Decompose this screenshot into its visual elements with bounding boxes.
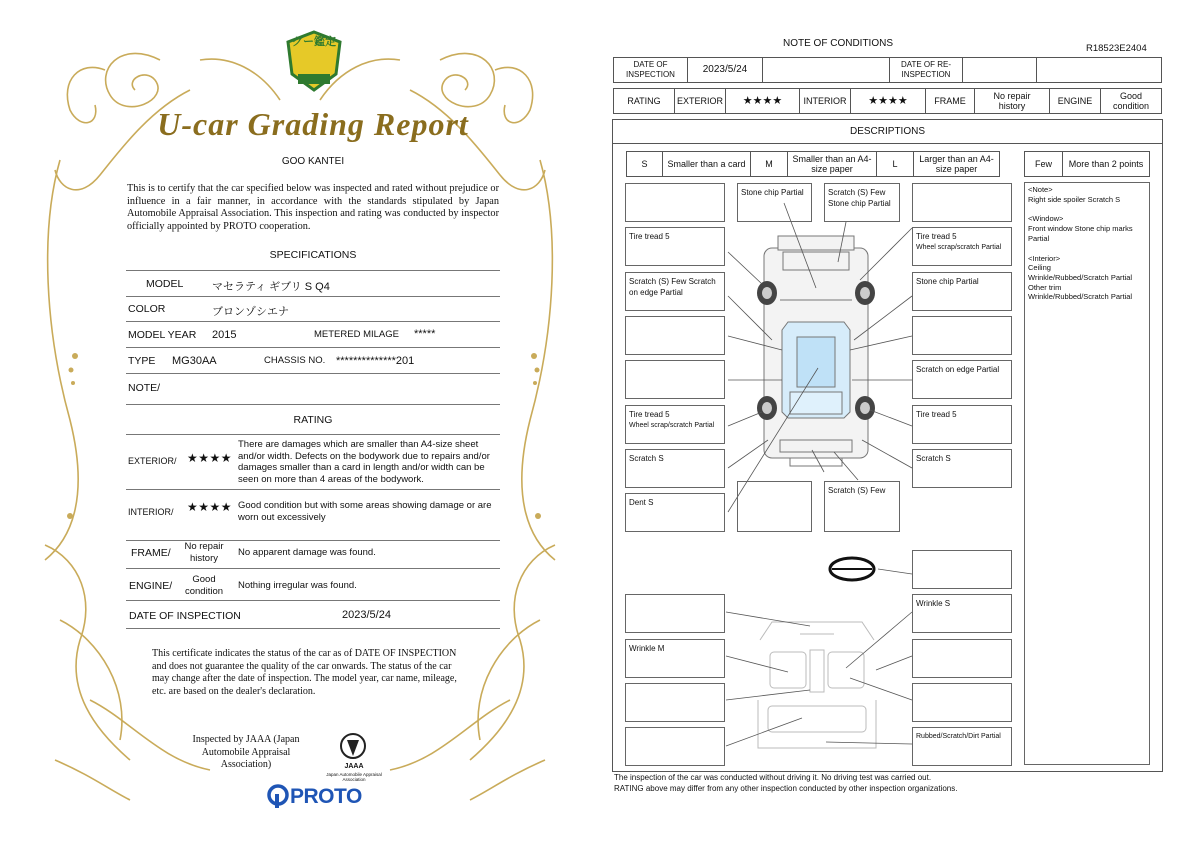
divider bbox=[126, 347, 500, 348]
interior-label: INTERIOR/ bbox=[128, 507, 174, 517]
legend-l: L bbox=[876, 151, 914, 177]
type-value: MG30AA bbox=[172, 355, 217, 367]
interior-label: INTERIOR bbox=[799, 88, 851, 114]
certificate-disclaimer: This certificate indicates the status of the car as of DATE OF INSPECTION and does not guarantee the quality of the car onwards. The status of the car may change after the date of inspection. The model year, car name, mileage, etc. are based on the dealer's declaration. bbox=[152, 648, 457, 697]
interior-box-l2 bbox=[625, 639, 725, 678]
damage-note: Tire tread 5 bbox=[916, 410, 957, 419]
engine-label: ENGINE/ bbox=[129, 580, 173, 592]
color-value: ブロンゾシエナ bbox=[212, 306, 289, 318]
interior-box-l4 bbox=[625, 727, 725, 766]
mileage-value: ***** bbox=[414, 328, 436, 340]
report-id: R18523E2404 bbox=[1086, 43, 1147, 54]
exterior-label: EXTERIOR/ bbox=[128, 456, 177, 466]
footer-note-1: The inspection of the car was conducted without driving it. No driving test was carried out. bbox=[614, 773, 932, 782]
jaaa-logo-text: JAAA bbox=[344, 763, 364, 770]
interior-item: Wrinkle/Rubbed/Scratch Partial bbox=[1028, 272, 1133, 282]
sheet-title: NOTE OF CONDITIONS bbox=[783, 38, 893, 49]
divider bbox=[126, 600, 500, 601]
model-value: マセラティ ギブリ S Q4 bbox=[212, 281, 330, 293]
engine-value: Good condition bbox=[1100, 88, 1162, 114]
interior-box-r2 bbox=[912, 594, 1012, 633]
exterior-stars: ★★★★ bbox=[187, 451, 233, 465]
model-year-value: 2015 bbox=[212, 329, 237, 341]
legend-m: M bbox=[750, 151, 788, 177]
interior-heading: <Interior> bbox=[1028, 253, 1061, 263]
damage-box-l8 bbox=[625, 493, 725, 532]
note-of-conditions-sheet bbox=[600, 0, 1200, 848]
interior-box-l3 bbox=[625, 683, 725, 722]
legend-l-desc: Larger than an A4-size paper bbox=[913, 151, 1000, 177]
date-of-inspection-label: DATE OF INSPECTION bbox=[129, 610, 241, 622]
legend-m-desc: Smaller than an A4-size paper bbox=[787, 151, 877, 177]
jaaa-caption: Japan Automobile Appraisal Association bbox=[326, 772, 382, 782]
damage-box-r5 bbox=[912, 360, 1012, 399]
interior-box-r5 bbox=[912, 727, 1012, 766]
damage-note: Scratch (S) Few Stone chip Partial bbox=[828, 188, 891, 208]
chassis-value: **************201 bbox=[336, 355, 415, 367]
damage-box-l1 bbox=[625, 183, 725, 222]
exterior-description: There are damages which are smaller than A4-size sheet and/or width. Defects on the bodywork due to repairs and/or damages smaller than a card in length and/or width can be seen on more than 4 areas of the bodywork. bbox=[238, 439, 490, 485]
damage-box-r2 bbox=[912, 227, 1012, 266]
window-heading: <Window> bbox=[1028, 214, 1064, 224]
model-year-label: MODEL YEAR bbox=[128, 329, 197, 341]
interior-box-r4 bbox=[912, 683, 1012, 722]
damage-box-b2 bbox=[824, 481, 900, 532]
damage-note: Scratch on edge Partial bbox=[916, 365, 1000, 374]
type-label: TYPE bbox=[128, 355, 156, 367]
note-label: NOTE/ bbox=[128, 382, 161, 394]
inspected-by: Inspected by JAAA (Japan Automobile Appraisal Association) bbox=[192, 734, 300, 770]
damage-box-r3 bbox=[912, 272, 1012, 311]
interior-item: Other trim bbox=[1028, 282, 1062, 292]
damage-box-r1 bbox=[912, 183, 1012, 222]
certificate-title: U-car Grading Report bbox=[157, 106, 469, 142]
interior-box-r1 bbox=[912, 550, 1012, 589]
engine-value: Good condition bbox=[184, 574, 224, 597]
divider bbox=[126, 270, 500, 271]
damage-note: Scratch (S) Few bbox=[828, 486, 886, 495]
specifications-heading: SPECIFICATIONS bbox=[269, 249, 357, 261]
damage-box-r4 bbox=[912, 316, 1012, 355]
note-item: Right side spoiler Scratch S bbox=[1028, 194, 1121, 204]
damage-note: Stone chip Partial bbox=[916, 277, 979, 286]
damage-note: Wheel scrap/scratch Partial bbox=[916, 244, 1002, 251]
date-inspection-label: DATE OF INSPECTION bbox=[613, 57, 688, 83]
damage-note: Scratch S bbox=[629, 454, 664, 463]
damage-box-l7 bbox=[625, 449, 725, 488]
jaaa-logo-icon bbox=[338, 730, 368, 764]
color-label: COLOR bbox=[128, 303, 166, 315]
divider bbox=[126, 568, 500, 569]
divider bbox=[126, 321, 500, 322]
legend-s-desc: Smaller than a card bbox=[662, 151, 751, 177]
divider bbox=[126, 628, 500, 629]
chassis-label: CHASSIS NO. bbox=[264, 355, 326, 366]
divider bbox=[126, 489, 500, 490]
damage-box-t2 bbox=[824, 183, 900, 222]
engine-description: Nothing irregular was found. bbox=[238, 580, 357, 591]
damage-note: Rubbed/Scratch/Dirt Partial bbox=[916, 733, 1001, 740]
damage-box-l3 bbox=[625, 272, 725, 311]
divider bbox=[126, 373, 500, 374]
descriptions-heading: DESCRIPTIONS bbox=[612, 119, 1163, 144]
note-heading: <Note> bbox=[1028, 185, 1053, 194]
damage-note: Dent S bbox=[629, 498, 654, 507]
date-inspection-value: 2023/5/24 bbox=[687, 57, 763, 83]
damage-note: Stone chip Partial bbox=[741, 188, 804, 197]
damage-box-l5 bbox=[625, 360, 725, 399]
interior-stars: ★★★★ bbox=[187, 500, 233, 514]
engine-label: ENGINE bbox=[1049, 88, 1101, 114]
frame-value: No repair history bbox=[974, 88, 1050, 114]
rating-heading: RATING bbox=[293, 414, 333, 426]
rating-label: RATING bbox=[613, 88, 675, 114]
frame-value: No repair history bbox=[184, 541, 224, 564]
damage-note: Tire tread 5 bbox=[629, 410, 670, 419]
damage-note: Wrinkle M bbox=[629, 644, 665, 653]
divider bbox=[126, 296, 500, 297]
divider bbox=[126, 434, 500, 435]
damage-box-l2 bbox=[625, 227, 725, 266]
frame-label: FRAME/ bbox=[131, 547, 171, 559]
proto-logo-icon bbox=[266, 784, 290, 810]
reinspection-label: DATE OF RE-INSPECTION bbox=[889, 57, 963, 83]
damage-box-b1 bbox=[737, 481, 812, 532]
legend-few: Few bbox=[1024, 151, 1063, 177]
damage-box-l6 bbox=[625, 405, 725, 444]
damage-box-t1 bbox=[737, 183, 812, 222]
damage-note: Scratch (S) Few Scratch on edge Partial bbox=[629, 277, 716, 297]
certification-statement: This is to certify that the car specified below was inspected and rated without prejudice or influence in a fair manner, in accordance with the standards stipulated by Japan Automobile Appraisal Association. This inspection and rating was conducted by inspector officially appointed by PROTO cooperation. bbox=[127, 183, 499, 232]
mileage-label: METERED MILAGE bbox=[314, 329, 399, 340]
date-of-inspection-value: 2023/5/24 bbox=[342, 609, 391, 621]
legend-s: S bbox=[626, 151, 663, 177]
damage-note: Tire tread 5 bbox=[916, 232, 957, 241]
proto-logo-text: PROTO bbox=[290, 785, 362, 808]
interior-box-r3 bbox=[912, 639, 1012, 678]
damage-note: Wrinkle S bbox=[916, 599, 951, 608]
exterior-label: EXTERIOR bbox=[674, 88, 726, 114]
badge-text: グー鑑定 bbox=[292, 36, 336, 48]
interior-box-l1 bbox=[625, 594, 725, 633]
interior-item: Ceiling bbox=[1028, 263, 1051, 273]
divider bbox=[126, 404, 500, 405]
interior-stars: ★★★★ bbox=[850, 88, 926, 114]
damage-note: Scratch S bbox=[916, 454, 951, 463]
frame-label: FRAME bbox=[925, 88, 975, 114]
interior-description: Good condition but with some areas showing damage or are worn out excessively bbox=[238, 500, 492, 523]
window-item: Front window Stone chip marks Partial bbox=[1028, 224, 1133, 243]
certificate-subtitle: GOO KANTEI bbox=[281, 156, 345, 167]
footer-note-2: RATING above may differ from any other inspection conducted by other inspection organizations. bbox=[614, 784, 958, 793]
model-label: MODEL bbox=[146, 278, 184, 290]
exterior-stars: ★★★★ bbox=[725, 88, 800, 114]
damage-note: Wheel scrap/scratch Partial bbox=[629, 422, 715, 429]
damage-note: Tire tread 5 bbox=[629, 232, 670, 241]
interior-item: Wrinkle/Rubbed/Scratch Partial bbox=[1028, 292, 1133, 302]
damage-box-r6 bbox=[912, 405, 1012, 444]
damage-box-l4 bbox=[625, 316, 725, 355]
legend-few-desc: More than 2 points bbox=[1062, 151, 1150, 177]
damage-box-r7 bbox=[912, 449, 1012, 488]
frame-description: No apparent damage was found. bbox=[238, 547, 376, 558]
